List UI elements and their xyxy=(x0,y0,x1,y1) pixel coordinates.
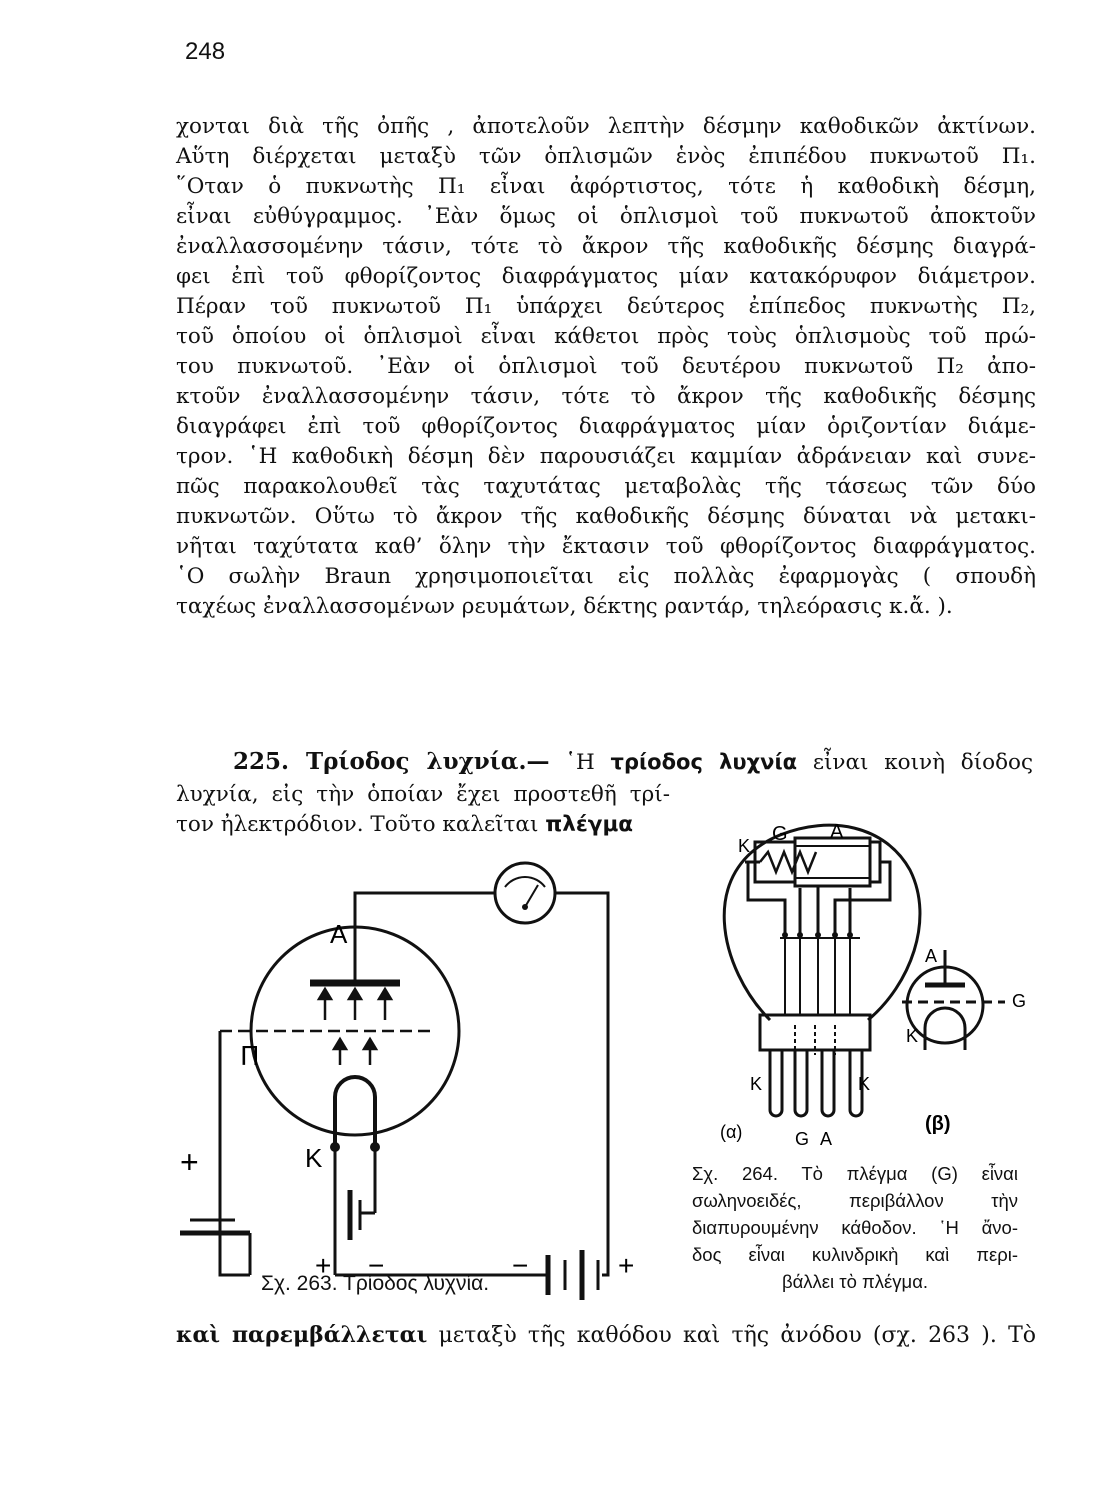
bottom-text: μεταξὺ τῆς καθόδου καὶ τῆς ἀνόδου (σχ. 263 ). Τὸ xyxy=(427,1323,1037,1348)
intro-text: τον ἠλεκτρόδιον. Τοῦτο καλεῖται xyxy=(176,812,546,837)
fig264-label-K-left: K xyxy=(750,1074,763,1094)
text-line: κτοῦν ἐναλλασσομένην τάσιν, τότε τὸ ἄκρον τῆς καθοδικῆς δέσμης xyxy=(176,384,1036,409)
figure-264-caption xyxy=(692,1160,1018,1295)
bottom-lead: καὶ παρεμβάλλεται xyxy=(176,1322,428,1348)
meter-icon xyxy=(495,863,555,923)
text-line: τοῦ ὁποίου οἱ ὁπλισμοὶ εἶναι κάθετοι πρὸς τοὺς ὁπλισμοὺς τοῦ πρώ- xyxy=(176,324,1036,349)
caption-line: δος εἶναι κυλινδρικὴ καὶ περι- xyxy=(692,1244,1018,1265)
text-line: ῾Ο σωλὴν Braun χρησιμοποιεῖται εἰς πολλὰς ἐφαρμογὰς ( σπουδὴ xyxy=(176,564,1036,589)
text-line: φει ἐπὶ τοῦ φθορίζοντος διαφράγματος μίαν κατακόρυφον διάμετρον. xyxy=(176,264,1036,289)
fig264-label-A-bottom: A xyxy=(820,1129,833,1149)
fig264-label-K-top: K xyxy=(738,836,751,856)
figure-264-tube-construction xyxy=(700,810,1040,1150)
text-line xyxy=(176,810,670,840)
section-heading-line xyxy=(233,747,1033,778)
fig263-label-K: K xyxy=(305,1143,323,1173)
fig263-minus-right: − xyxy=(512,1250,529,1281)
text-line: πυκνωτῶν. Οὕτω τὸ ἄκρον τῆς καθοδικῆς δέσμης δύναται νὰ μετακι- xyxy=(176,504,1036,529)
figure-263-triode-circuit xyxy=(170,855,670,1315)
section-intro xyxy=(176,780,670,840)
text-line: τρον. ῾Η καθοδικὴ δέσμη δὲν παρουσιάζει καμμίαν ἀδράνειαν καὶ συνε- xyxy=(176,444,1036,469)
section-rest: εἶναι κοινὴ δίοδος xyxy=(797,750,1033,775)
caption-line: διαπυρουμένην κάθοδον. ῾Η ἄνο- xyxy=(692,1217,1018,1238)
text-line: νῆται ταχύτατα καθ’ ὅλην τὴν ἔκτασιν τοῦ φθορίζοντος διαφράγματος. xyxy=(176,534,1036,559)
fig264-symbol-K: K xyxy=(906,1026,919,1046)
fig264-symbol-G: G xyxy=(1012,991,1027,1011)
text-line: πῶς παρακολουθεῖ τὰς ταχυτάτας μεταβολὰς τῆς τάσεως τῶν δύο xyxy=(176,474,1036,499)
figure-263-caption: Σχ. 263. Τρίοδος λυχνία. xyxy=(261,1272,490,1295)
fig264-label-b: (β) xyxy=(925,1113,951,1135)
text-line: Αὕτη διέρχεται μεταξὺ τῶν ὁπλισμῶν ἑνὸς ἐπιπέδου πυκνωτοῦ Π₁. xyxy=(176,144,1036,169)
caption-line: βάλλει τὸ πλέγμα. xyxy=(781,1271,929,1292)
intro-term: πλέγμα xyxy=(545,812,634,837)
section-term: τρίοδος λυχνία xyxy=(610,750,798,774)
text-line: ἐναλλασσομένην τάσιν, τότε τὸ ἄκρον τῆς καθοδικῆς δέσμης διαγρά- xyxy=(176,234,1036,259)
text-line: ῞Οταν ὁ πυκνωτὴς Π₁ εἶναι ἀφόρτιστος, τότε ἡ καθοδικὴ δέσμη, xyxy=(176,174,1036,199)
text-line: ταχέως ἐναλλασσομένων ρευμάτων, δέκτης ραντάρ, τηλεόρασις κ.ἄ. ). xyxy=(176,594,953,619)
fig263-plus-left: + xyxy=(180,1144,199,1180)
bottom-line xyxy=(176,1320,1036,1351)
fig263-label-A: A xyxy=(330,919,348,949)
fig264-label-a: (α) xyxy=(720,1122,743,1142)
page-number: 248 xyxy=(185,38,226,65)
fig264-label-K-right: K xyxy=(858,1074,871,1094)
section-heading: 225. Τρίοδος λυχνία.— xyxy=(233,748,550,775)
body-paragraph xyxy=(176,112,1036,622)
section-lead: ῾Η xyxy=(549,750,611,775)
fig263-plus-right: + xyxy=(618,1250,635,1281)
text-line: Πέραν τοῦ πυκνωτοῦ Π₁ ὑπάρχει δεύτερος ἐπίπεδος πυκνωτὴς Π₂, xyxy=(176,294,1036,319)
fig264-label-G-bottom: G xyxy=(795,1129,810,1149)
text-line: λυχνία, εἰς τὴν ὁποίαν ἔχει προστεθῆ τρί- xyxy=(176,782,670,807)
caption-line: Σχ. 264. Τὸ πλέγμα (G) εἶναι xyxy=(692,1163,1018,1184)
text-line: εἶναι εὐθύγραμμος. ᾿Εὰν ὅμως οἱ ὁπλισμοὶ τοῦ πυκνωτοῦ ἀποκτοῦν xyxy=(176,204,1036,229)
fig263-label-P: Π xyxy=(240,1042,260,1072)
fig263-minus-battery: − xyxy=(368,1250,385,1281)
text-line: διαγράφει ἐπὶ τοῦ φθορίζοντος διαφράγματος μίαν ὁριζοντίαν διάμε- xyxy=(176,414,1036,439)
fig263-plus-battery: + xyxy=(315,1250,332,1281)
text-line: του πυκνωτοῦ. ᾿Εὰν οἱ ὁπλισμοὶ τοῦ δευτέρου πυκνωτοῦ Π₂ ἀπο- xyxy=(176,354,1036,379)
text-line: χονται διὰ τῆς ὀπῆς , ἀποτελοῦν λεπτὴν δέσμην καθοδικῶν ἀκτίνων. xyxy=(176,114,1036,139)
fig264-label-G-top: G xyxy=(772,823,788,845)
fig264-symbol-A: A xyxy=(925,946,938,966)
fig264-label-A-top: A xyxy=(830,821,844,843)
caption-line: σωληνοειδές, περιβάλλον τὴν xyxy=(692,1190,1018,1211)
